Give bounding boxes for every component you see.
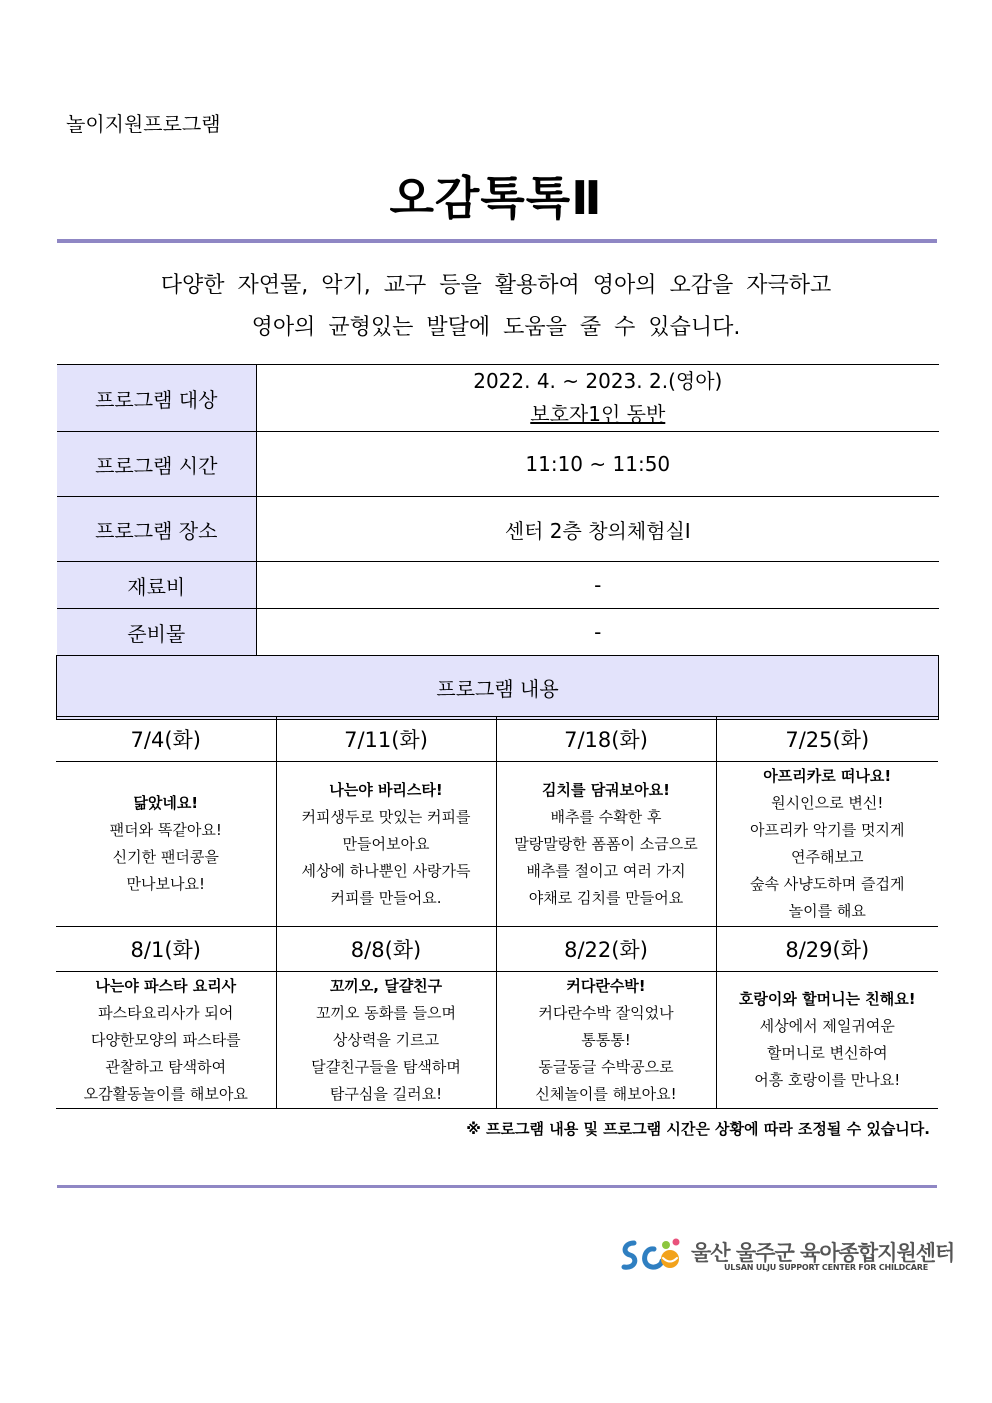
- session-date: 8/8(화): [276, 927, 496, 972]
- session-desc-line: 오감활동놀이를 해보아요: [83, 1084, 248, 1103]
- time-value: 11:10 ~ 11:50: [257, 432, 939, 497]
- session-desc-line: 팬더와 똑같아요!: [109, 821, 222, 839]
- session-desc-line: 커피를 만들어요.: [330, 888, 442, 907]
- place-value: 센터 2층 창의체험실Ⅰ: [257, 497, 939, 562]
- session-content: [496, 762, 716, 927]
- center-name-korean: 울산 울주군 육아종합지원센터: [691, 1241, 955, 1265]
- session-title: 김치를 담궈보아요!: [542, 780, 670, 799]
- session-date: 8/1(화): [56, 927, 276, 972]
- session-title: 닮았네요!: [133, 794, 199, 812]
- prep-value: -: [257, 609, 939, 656]
- session-content: [276, 972, 496, 1109]
- session-title: 나는야 파스타 요리사: [95, 976, 237, 995]
- session-desc-line: 아프리카 악기를 멋지게: [750, 821, 905, 839]
- place-label: 프로그램 장소: [57, 497, 257, 562]
- footer-divider: [57, 1185, 937, 1188]
- fee-label: 재료비: [57, 562, 257, 609]
- intro-line-2: 영아의 균형있는 발달에 도움을 줄 수 있습니다.: [251, 315, 741, 340]
- session-title: 커다란수박!: [566, 976, 646, 995]
- session-desc-line: 통통통!: [581, 1030, 631, 1049]
- session-desc-line: 관찰하고 탐색하여: [105, 1057, 227, 1076]
- page-title: 오감톡톡Ⅱ: [389, 171, 603, 225]
- session-title: 나는야 바리스타!: [329, 780, 443, 799]
- intro-line-1: 다양한 자연물, 악기, 교구 등을 활용하여 영아의 오감을 자극하고: [160, 273, 832, 298]
- session-desc-line: 야채로 김치를 만들어요: [528, 888, 684, 907]
- session-desc-line: 할머니로 변신하여: [766, 1044, 888, 1062]
- session-content: [716, 762, 938, 927]
- schedule-content-row-1: [56, 762, 938, 927]
- session-desc-line: 커피생두로 맛있는 커피를: [301, 807, 471, 826]
- session-desc-line: 연주해보고: [791, 848, 864, 866]
- target-period: 2022. 4. ~ 2023. 2.(영아): [473, 369, 723, 393]
- session-desc-line: 세상에 하나뿐인 사랑가득: [301, 861, 471, 880]
- session-desc-line: 놀이를 해요: [788, 902, 866, 920]
- session-desc-line: 꼬끼오 동화를 들으며: [316, 1003, 456, 1022]
- schedule-content-row-2: [56, 972, 938, 1109]
- center-logo-icon: [620, 1235, 684, 1277]
- session-date: 7/11(화): [276, 717, 496, 762]
- session-content: [716, 972, 938, 1109]
- session-desc-line: 만들어보아요: [342, 834, 430, 853]
- session-desc-line: 숲속 사냥도하며 즐겁게: [750, 875, 905, 893]
- target-label: 프로그램 대상: [57, 365, 257, 432]
- session-desc-line: 상상력을 기르고: [332, 1030, 440, 1049]
- session-date: 7/25(화): [716, 717, 938, 762]
- schedule-date-row-1: [56, 717, 938, 762]
- session-title: 꼬끼오, 달걀친구: [329, 976, 443, 995]
- session-date: 7/18(화): [496, 717, 716, 762]
- session-desc-line: 배추를 수확한 후: [550, 807, 662, 826]
- center-name-english: ULSAN ULJU SUPPORT CENTER FOR CHILDCARE: [724, 1263, 928, 1272]
- session-title: 호랑이와 할머니는 친해요!: [738, 990, 916, 1008]
- session-desc-line: 파스타요리사가 되어: [98, 1003, 234, 1022]
- schedule-change-note: ※ 프로그램 내용 및 프로그램 시간은 상황에 따라 조정될 수 있습니다.: [466, 1120, 930, 1138]
- session-content: [56, 972, 276, 1109]
- session-content: [276, 762, 496, 927]
- session-desc-line: 만나보나요!: [126, 875, 205, 893]
- session-desc-line: 신체놀이를 해보아요!: [535, 1084, 677, 1103]
- fee-value: -: [257, 562, 939, 609]
- schedule-table: [56, 716, 938, 1109]
- session-desc-line: 달걀친구들을 탐색하며: [311, 1057, 461, 1076]
- title-divider: [57, 239, 937, 243]
- content-header: 프로그램 내용: [57, 656, 939, 720]
- prep-label: 준비물: [57, 609, 257, 656]
- program-category: 놀이지원프로그램: [66, 112, 221, 136]
- target-guardian-note: 보호자1인 동반: [530, 402, 666, 426]
- target-value: [257, 365, 939, 432]
- session-content: [496, 972, 716, 1109]
- program-info-table: [56, 364, 939, 720]
- session-desc-line: 다양한모양의 파스타를: [90, 1030, 241, 1049]
- session-desc-line: 세상에서 제일귀여운: [759, 1017, 895, 1035]
- time-label: 프로그램 시간: [57, 432, 257, 497]
- session-date: 8/29(화): [716, 927, 938, 972]
- session-desc-line: 동글동글 수박공으로: [538, 1057, 674, 1076]
- session-date: 8/22(화): [496, 927, 716, 972]
- session-desc-line: 신기한 팬더콩을: [112, 848, 219, 866]
- session-desc-line: 원시인으로 변신!: [771, 794, 884, 812]
- session-date: 7/4(화): [56, 717, 276, 762]
- schedule-date-row-2: [56, 927, 938, 972]
- session-desc-line: 어흥 호랑이를 만나요!: [754, 1071, 901, 1089]
- center-logo: [620, 1233, 955, 1278]
- session-desc-line: 배추를 절이고 여러 가지: [526, 861, 686, 880]
- session-content: [56, 762, 276, 927]
- session-title: 아프리카로 떠나요!: [763, 767, 892, 785]
- session-desc-line: 말랑말랑한 폼폼이 소금으로: [514, 834, 698, 853]
- session-desc-line: 커다란수박 잘익었나: [538, 1003, 674, 1022]
- session-desc-line: 탐구심을 길러요!: [329, 1084, 443, 1103]
